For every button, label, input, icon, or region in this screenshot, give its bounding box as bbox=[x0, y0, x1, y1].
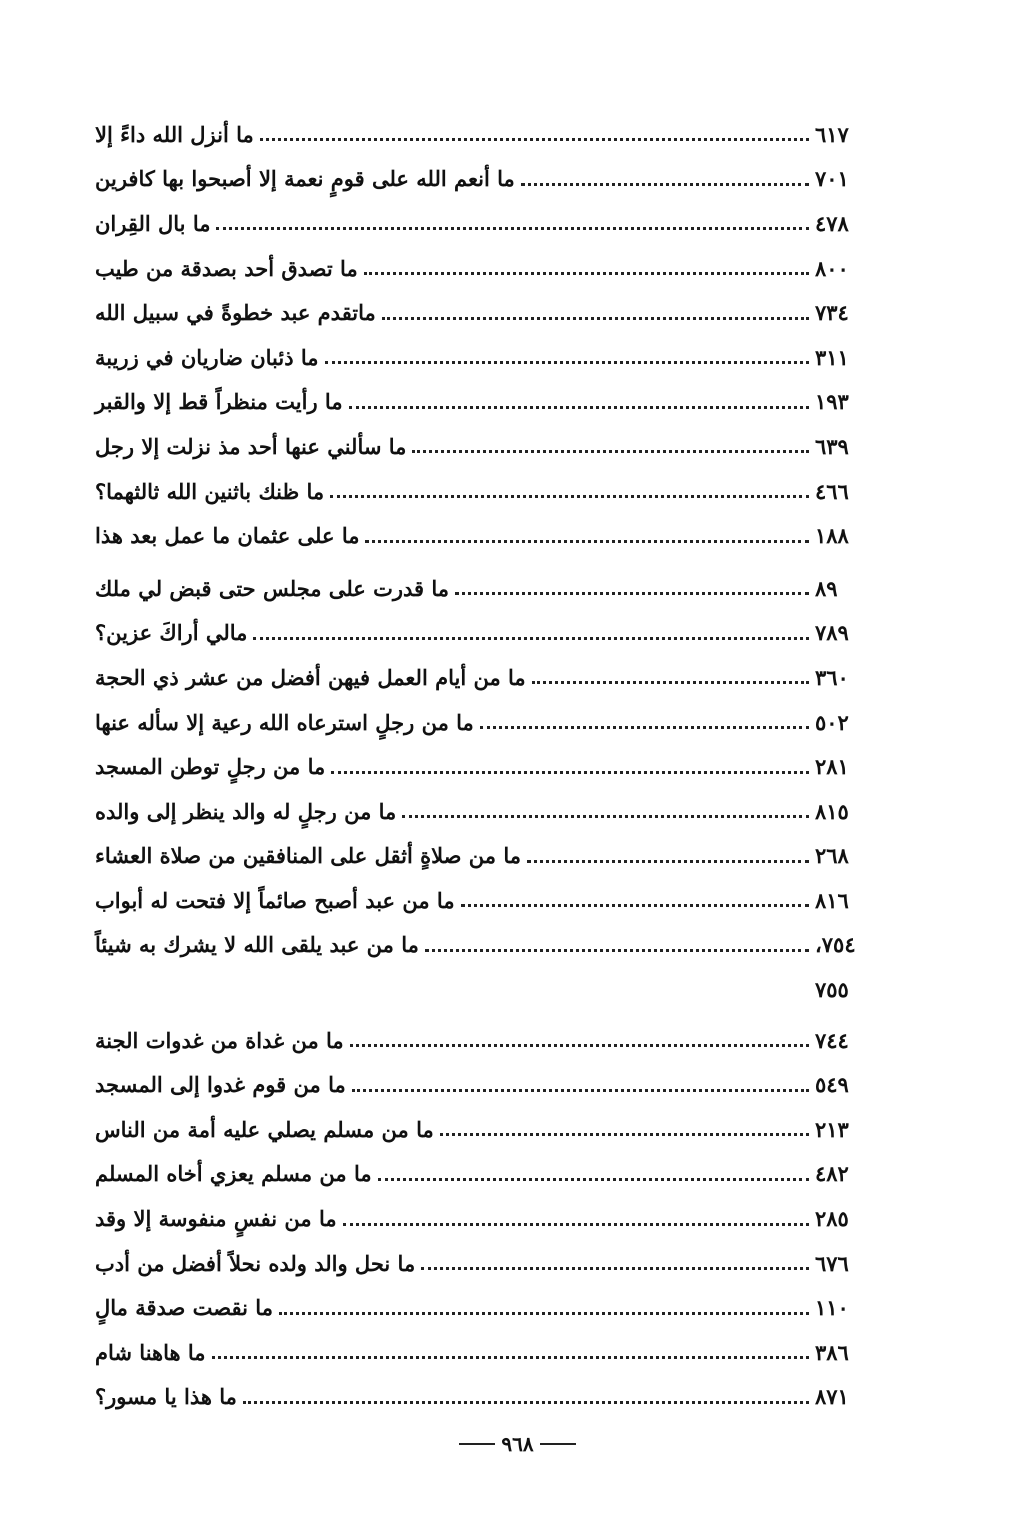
entry-page-ref: ٦١٧ bbox=[815, 121, 849, 147]
entry-page-ref: ١١٠ bbox=[815, 1295, 849, 1321]
entry-text: ما رأيت منظراً قط إلا والقبر bbox=[95, 389, 343, 415]
index-entry bbox=[95, 1107, 865, 1152]
index-entry bbox=[95, 1285, 865, 1330]
entry-page-ref: ٨٧١ bbox=[815, 1384, 849, 1410]
entry-text: ما من رجلٍ توطن المسجد bbox=[95, 754, 326, 780]
index-entry bbox=[95, 611, 865, 656]
entry-page-ref: ٣١١ bbox=[815, 344, 849, 370]
index-entry bbox=[95, 878, 865, 923]
entry-page-ref: ٤٧٨ bbox=[815, 210, 849, 236]
entry-text: ما من مسلم يصلي عليه أمة من الناس bbox=[95, 1116, 434, 1142]
index-entry bbox=[95, 469, 865, 514]
entry-text: ما نقصت صدقة مالٍ bbox=[95, 1295, 273, 1321]
index-entry bbox=[95, 112, 865, 157]
entry-page-ref: ٧٣٤ bbox=[815, 300, 849, 326]
entry-text: ما ذئبان ضاريان في زريبة bbox=[95, 344, 319, 370]
index-entry bbox=[95, 1241, 865, 1286]
index-entry bbox=[95, 201, 865, 246]
entry-text: ما هذا يا مسور؟ bbox=[95, 1384, 237, 1410]
entry-text: ما من عبد أصبح صائماً إلا فتحت له أبواب bbox=[95, 887, 455, 913]
entry-page-ref: ٤٦٦ bbox=[815, 478, 849, 504]
index-entry bbox=[95, 380, 865, 425]
page-number: ٩٦٨ bbox=[501, 1432, 534, 1456]
dot-leader bbox=[382, 316, 809, 320]
dot-leader bbox=[212, 1355, 809, 1359]
index-entry bbox=[95, 789, 865, 834]
entry-page-ref: ٢٦٨ bbox=[815, 843, 849, 869]
dot-leader bbox=[527, 859, 809, 863]
entry-page-ref: ١٩٣ bbox=[815, 389, 849, 415]
index-entry bbox=[95, 424, 865, 469]
entry-text: ما من نفسٍ منفوسة إلا وقد bbox=[95, 1206, 337, 1232]
dot-leader bbox=[521, 182, 809, 186]
index-entry bbox=[95, 513, 865, 558]
entry-text: ما من رجلٍ له والد ينظر إلى والده bbox=[95, 798, 397, 824]
index-entry bbox=[95, 744, 865, 789]
dot-leader bbox=[421, 1266, 809, 1270]
index-entry bbox=[95, 246, 865, 291]
dot-leader bbox=[402, 814, 809, 818]
index-entry bbox=[95, 1062, 865, 1107]
entry-page-ref: ٥٤٩ bbox=[815, 1072, 849, 1098]
dot-leader bbox=[440, 1132, 809, 1136]
entry-page-ref: ٣٨٦ bbox=[815, 1339, 849, 1365]
entry-page-ref: ٨١٦ bbox=[815, 887, 849, 913]
dot-leader bbox=[216, 226, 809, 230]
entry-text: ما من أيام العمل فيهن أفضل من عشر ذي الحجة bbox=[95, 664, 526, 690]
entry-text: ماتقدم عبد خطوةً في سبيل الله bbox=[95, 300, 376, 326]
dot-leader bbox=[412, 449, 809, 453]
page-footer bbox=[0, 1432, 1035, 1456]
dot-leader bbox=[331, 770, 809, 774]
dot-leader bbox=[325, 360, 809, 364]
entry-text: ما من غداة من غدوات الجنة bbox=[95, 1027, 344, 1053]
index-entry bbox=[95, 923, 865, 968]
index-entry bbox=[95, 1018, 865, 1063]
entry-page-ref: ٧٠١ bbox=[815, 166, 849, 192]
entry-text: ما بال القِران bbox=[95, 210, 211, 236]
entry-page-ref: ٨٠٠ bbox=[815, 255, 849, 281]
entry-page-ref: ٢٨١ bbox=[815, 754, 849, 780]
entry-page-ref: ٧٥٤، bbox=[815, 932, 856, 958]
entry-text: ما ظنك باثنين الله ثالثهما؟ bbox=[95, 478, 325, 504]
footer-rule-right bbox=[540, 1443, 576, 1445]
entry-page-ref: ٤٨٢ bbox=[815, 1161, 849, 1187]
dot-leader bbox=[480, 725, 809, 729]
entry-page-ref: ٧٨٩ bbox=[815, 620, 849, 646]
entry-text: ما هاهنا شام bbox=[95, 1339, 206, 1365]
entry-text: ما من قوم غدوا إلى المسجد bbox=[95, 1072, 346, 1098]
entry-page-ref: ٥٠٢ bbox=[815, 709, 849, 735]
index-entry bbox=[95, 290, 865, 335]
dot-leader bbox=[461, 903, 809, 907]
index-entry bbox=[95, 1196, 865, 1241]
entry-page-ref: ٢٨٥ bbox=[815, 1206, 849, 1232]
dot-leader bbox=[330, 494, 809, 498]
entry-page-ref: ٨٩ bbox=[815, 575, 838, 601]
entry-page-ref: ٢١٣ bbox=[815, 1116, 849, 1142]
dot-leader bbox=[350, 1043, 809, 1047]
index-entries-list bbox=[95, 112, 865, 1419]
dot-leader bbox=[455, 591, 809, 595]
footer-rule-left bbox=[459, 1443, 495, 1445]
dot-leader bbox=[279, 1311, 809, 1315]
entry-text: ما أنزل الله داءً إلا bbox=[95, 121, 254, 147]
index-entry bbox=[95, 834, 865, 879]
entry-text: ما من صلاةٍ أثقل على المنافقين من صلاة العشاء bbox=[95, 843, 521, 869]
index-entry bbox=[95, 700, 865, 745]
entry-page-ref: ٨١٥ bbox=[815, 798, 849, 824]
dot-leader bbox=[378, 1177, 809, 1181]
dot-leader bbox=[253, 636, 809, 640]
entry-page-ref: ٦٣٩ bbox=[815, 433, 849, 459]
dot-leader bbox=[343, 1222, 809, 1226]
dot-leader bbox=[365, 539, 809, 543]
index-entry bbox=[95, 335, 865, 380]
index-entry bbox=[95, 655, 865, 700]
index-entry bbox=[95, 566, 865, 611]
entry-page-ref: ٦٧٦ bbox=[815, 1250, 849, 1276]
dot-leader bbox=[349, 405, 809, 409]
entry-page-continuation: ٧٥٥ bbox=[815, 977, 849, 1003]
entry-text: ما من عبد يلقى الله لا يشرك به شيئاً bbox=[95, 932, 419, 958]
dot-leader bbox=[425, 948, 809, 952]
dot-leader bbox=[243, 1400, 809, 1404]
entry-text: ما سألني عنها أحد مذ نزلت إلا رجل bbox=[95, 433, 407, 459]
index-entry bbox=[95, 157, 865, 202]
entry-text: ما أنعم الله على قومٍ نعمة إلا أصبحوا بها كافرين bbox=[95, 166, 515, 192]
index-entry-continuation bbox=[95, 967, 865, 1012]
entry-text: ما من مسلم يعزي أخاه المسلم bbox=[95, 1161, 372, 1187]
dot-leader bbox=[260, 137, 809, 141]
entry-text: ما على عثمان ما عمل بعد هذا bbox=[95, 523, 360, 549]
entry-page-ref: ١٨٨ bbox=[815, 523, 849, 549]
entry-text: مالي أراكَ عزين؟ bbox=[95, 620, 248, 646]
entry-text: ما من رجلٍ استرعاه الله رعية إلا سأله عنها bbox=[95, 709, 474, 735]
index-entry bbox=[95, 1152, 865, 1197]
dot-leader bbox=[364, 271, 809, 275]
entry-page-ref: ٣٦٠ bbox=[815, 664, 849, 690]
entry-text: ما نحل والد ولده نحلاً أفضل من أدب bbox=[95, 1250, 416, 1276]
index-entry bbox=[95, 1330, 865, 1375]
entry-page-ref: ٧٤٤ bbox=[815, 1027, 849, 1053]
dot-leader bbox=[352, 1088, 809, 1092]
entry-text: ما تصدق أحد بصدقة من طيب bbox=[95, 255, 358, 281]
entry-text: ما قدرت على مجلس حتى قبض لي ملك bbox=[95, 575, 450, 601]
dot-leader bbox=[532, 680, 809, 684]
index-entry bbox=[95, 1375, 865, 1420]
